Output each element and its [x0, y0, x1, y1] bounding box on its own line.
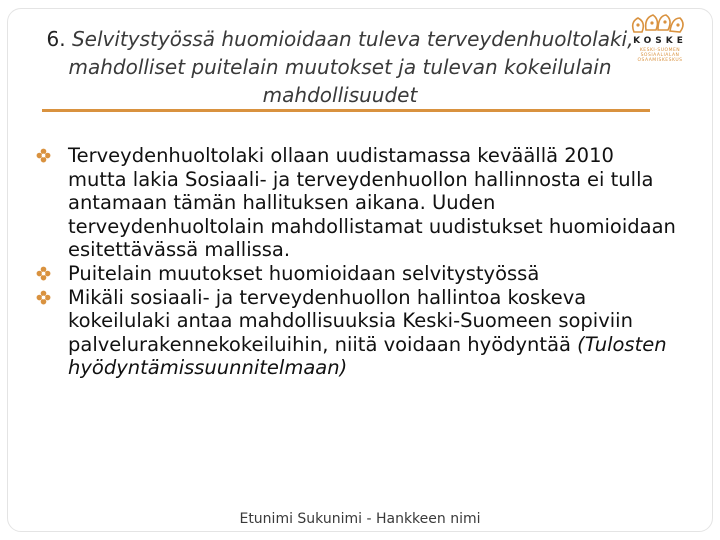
flower-bullet-icon — [36, 266, 51, 281]
bullet-text: Puitelain muutokset huomioidaan selvitystyössä — [68, 261, 540, 285]
bullet-item — [36, 144, 676, 262]
bullet-text — [68, 286, 667, 380]
logo-subline: OSAAMISKESKUS — [637, 58, 683, 63]
bullet-item — [36, 262, 676, 286]
logo-subline: SOSIAALIALAN — [640, 53, 680, 58]
koske-logo — [626, 12, 694, 62]
slide-footer: Etunimi Sukunimi - Hankkeen nimi — [239, 511, 481, 527]
koske-flower-logo-icon — [626, 12, 694, 36]
slide-title-number: 6. — [46, 27, 66, 51]
logo-subline: KESKI-SUOMEN — [639, 48, 681, 53]
logo-wordmark: KOSKE — [633, 36, 687, 46]
bullet-text: Terveydenhuoltolaki ollaan uudistamassa keväällä 2010 mutta lakia Sosiaali- ja terveydenhuollon hallinnosta ei tulla antamaan tämän hallituksen aikana. Uuden terveydenhuoltolain mahdollistamat uudistukset huomioidaan esitettävässä mallissa. — [68, 144, 676, 262]
title-divider — [42, 109, 650, 112]
bullet-text-main: Mikäli sosiaali- ja terveydenhuollon hallintoa koskeva kokeilulaki antaa mahdollisuuksia Keski-Suomeen sopiviin palvelurakennekokeiluihin, niitä voidaan hyödyntää — [68, 285, 633, 356]
bullet-item — [36, 286, 676, 380]
bullet-list — [36, 144, 676, 380]
slide-title-text: Selvitystyössä huomioidaan tuleva terveydenhuoltolaki, mahdolliset puitelain muutokset ja tulevan kokeilulain mahdollisuudet — [68, 27, 634, 107]
flower-bullet-icon — [36, 290, 51, 305]
slide-title — [40, 25, 640, 109]
flower-bullet-icon — [36, 148, 51, 163]
bullet-text-emphasis: (Tulosten hyödyntämissuunnitelmaan) — [68, 332, 667, 380]
